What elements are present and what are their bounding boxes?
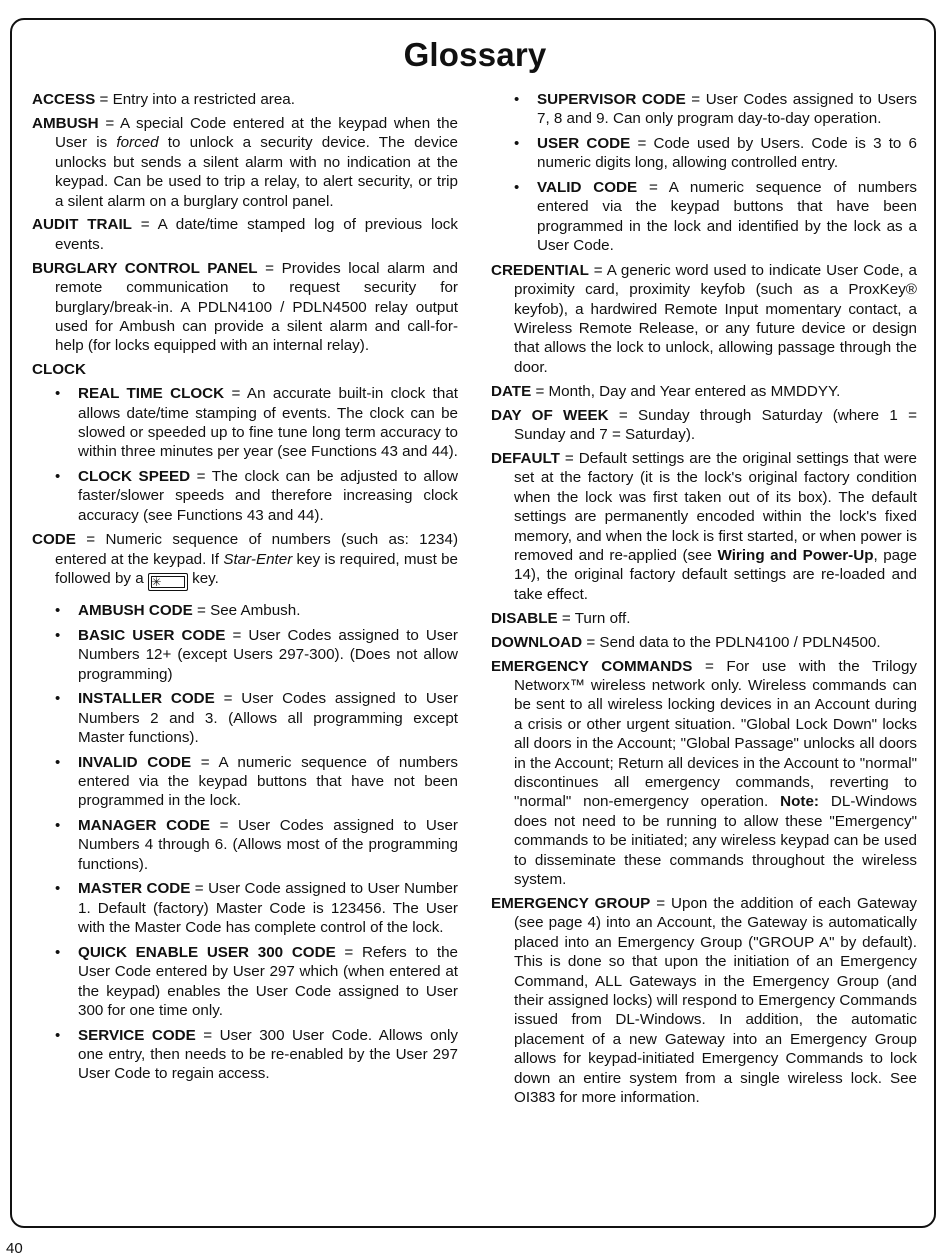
entry-date: DATE = Month, Day and Year entered as MMDDYY. xyxy=(491,382,841,400)
entry-emergency-commands: EMERGENCY COMMANDS = For use with the Trilogy Networx™ wireless network only. Wireless commands can be sent to all wireless locking devices in an Account during a crisis or other urgent situation. "Global Lock Down" locks all doors in the Account; "Global Passage" unlocks all doors in the Account; Return all devices in the Account to "normal" discontinues all emergency commands, reverting to "normal" non-emergency operation. Note: DL-Windows does not need to be running to allow these "Emergency" commands to be initiated; any wireless keypad can be used to disseminate these commands throughout the wireless system. xyxy=(491,657,917,888)
page-title: Glossary xyxy=(403,36,547,73)
code-subentries-continued xyxy=(491,90,917,256)
subentry-service-code: • SERVICE CODE = User 300 User Code. Allows only one entry, then needs to be re-enabled by the User 297 User Code to regain access. xyxy=(32,1026,458,1084)
subentry-clock-speed: • CLOCK SPEED = The clock can be adjusted to allow faster/slower speeds and therefore increasing clock accuracy (see Functions 43 and 44). xyxy=(32,467,458,525)
subentry-manager-code: • MANAGER CODE = User Codes assigned to User Numbers 4 through 6. (Allows most of the programming functions). xyxy=(32,816,458,874)
subentry-valid-code: • VALID CODE = A numeric sequence of numbers entered via the keypad buttons that have been programmed in the lock and identified by the lock as a User Code. xyxy=(491,178,917,256)
clock-subentries xyxy=(32,384,458,525)
subentry-basic-user-code: • BASIC USER CODE = User Codes assigned to User Numbers 12+ (except Users 297-300). (Does not allow programming) xyxy=(32,626,458,684)
subentry-supervisor-code: • SUPERVISOR CODE = User Codes assigned to Users 7, 8 and 9. Can only program day-to-day operation. xyxy=(491,90,917,129)
glossary-left-column xyxy=(32,90,458,1089)
entry-emergency-group: EMERGENCY GROUP = Upon the addition of each Gateway (see page 4) into an Account, the Gateway is automatically placed into an Emergency Group ("GROUP A" by default). This is done so that upon the initiation of an Emergency Command, ALL Gateways in the Emergency Group (and their assigned locks) will respond to Emergency Commands issued from DL-Windows. In addition, the automatic placement of a new Gateway into an Emergency Group allows for keypad-initiated Emergency Commands to lock down an entire system from a single wireless lock. See OI383 for more information. xyxy=(491,894,917,1106)
entry-disable: DISABLE = Turn off. xyxy=(491,609,631,627)
subentry-invalid-code: • INVALID CODE = A numeric sequence of numbers entered via the keypad buttons that have not been programmed in the lock. xyxy=(32,753,458,811)
page-number: 40 xyxy=(6,1240,23,1257)
entry-ambush: AMBUSH = A special Code entered at the keypad when the User is forced to unlock a security device. The device unlocks but sends a silent alarm with no indication at the keypad. Can be used to trip a relay, to alert security, or trip a silent alarm on a burglary control panel. xyxy=(32,114,458,210)
subentry-installer-code: • INSTALLER CODE = User Codes assigned to User Numbers 2 and 3. (Allows all programming except Master functions). xyxy=(32,689,458,747)
entry-audit-trail: AUDIT TRAIL = A date/time stamped log of previous lock events. xyxy=(32,216,458,253)
subentry-ambush-code: • AMBUSH CODE = See Ambush. xyxy=(32,601,458,620)
entry-day-of-week: DAY OF WEEK = Sunday through Saturday (where 1 = Sunday and 7 = Saturday). xyxy=(491,406,918,444)
subentry-user-code: • USER CODE = Code used by Users. Code is 3 to 6 numeric digits long, allowing controlled entry. xyxy=(491,134,917,173)
entry-burglary-control-panel: BURGLARY CONTROL PANEL = Provides local alarm and remote communication to request security for burglary/break-in. A PDLN4100 / PDLN4500 relay output used for Ambush can provide a silent alarm and call-for-help (for locks equipped with an internal relay). xyxy=(32,259,458,355)
entry-access: ACCESS = Entry into a restricted area. xyxy=(32,91,295,108)
subentry-real-time-clock: • REAL TIME CLOCK = An accurate built-in clock that allows date/time stamping of events. The clock can be slowed or speeded up to fine tune long term accuracy to within three minutes per year (see Functions 43 and 44). xyxy=(32,384,458,462)
star-key-icon: ✳ xyxy=(148,573,188,591)
entry-clock: CLOCK xyxy=(32,361,86,379)
glossary-right-column xyxy=(491,90,917,1112)
entry-credential: CREDENTIAL = A generic word used to indicate User Code, a proximity card, proximity keyfob (such as a ProxKey® keyfob), a hardwired Remote Input momentary contact, a Wireless Remote Release, or any future device or design that allows the lock to unlock, allowing passage through the door. xyxy=(491,261,917,376)
subentry-master-code: • MASTER CODE = User Code assigned to User Number 1. Default (factory) Master Code is 123456. The User with the Master Code has complete control of the lock. xyxy=(32,879,458,937)
entry-default: DEFAULT = Default settings are the original settings that were set at the factory (it is the lock's original factory condition when the lock was first taken out of its box). The default settings are permanently encoded within the lock's fixed memory, and when the lock is first started, or when power is removed and re-applied (see Wiring and Power-Up, page 14), the original factory default settings are re-loaded and take effect. xyxy=(491,449,917,603)
entry-download: DOWNLOAD = Send data to the PDLN4100 / PDLN4500. xyxy=(491,633,881,651)
code-subentries xyxy=(32,601,458,1084)
subentry-quick-enable-user-300-code: • QUICK ENABLE USER 300 CODE = Refers to the User Code entered by User 297 which (when entered at the keypad) enables the User Code assigned to User 300 for one time only. xyxy=(32,943,458,1021)
entry-code: CODE = Numeric sequence of numbers (such as: 1234) entered at the keypad. If Star-Enter key is required, must be followed by a ✳ key. xyxy=(32,531,458,590)
